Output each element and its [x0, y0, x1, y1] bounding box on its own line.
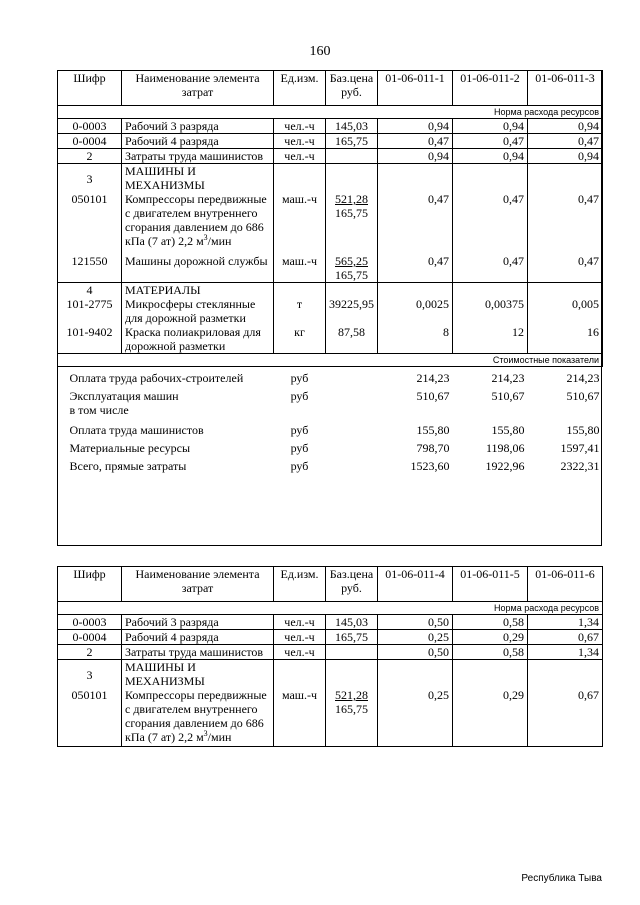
- cell-name: [122, 688, 274, 747]
- summary-value: 1922,96: [485, 459, 525, 473]
- cell-unit: маш.-ч: [274, 192, 326, 254]
- summary-label: в том числе: [69, 403, 129, 417]
- header-unit: Ед.изм.: [274, 71, 326, 106]
- summary-label: Материальные ресурсы: [69, 441, 191, 455]
- summary-row: [58, 385, 603, 403]
- cell-value: 16: [528, 325, 603, 354]
- group-row: [58, 164, 603, 193]
- cell-value: 0,25: [378, 630, 453, 645]
- name-text: /мин: [207, 730, 232, 744]
- cell-name: МАШИНЫ И МЕХАНИЗМЫ: [122, 164, 274, 193]
- cell-value: 0,58: [453, 645, 528, 660]
- cell-value: 0,47: [453, 254, 528, 283]
- table-row: [58, 688, 603, 747]
- cell-value: 1,34: [528, 615, 603, 630]
- cell-name: Рабочий 3 разряда: [122, 615, 274, 630]
- cell-value: 0,94: [453, 149, 528, 164]
- cell-unit: маш.-ч: [274, 688, 326, 747]
- page-number: 160: [309, 44, 331, 59]
- cell-price: 165,75: [326, 630, 378, 645]
- summary-value: 1523,60: [410, 459, 450, 473]
- summary-row: [58, 417, 603, 437]
- cell-price: [326, 192, 378, 254]
- name-sup: 3: [203, 729, 208, 738]
- summary-value: 155,80: [491, 423, 525, 437]
- cell-value: 1,34: [528, 645, 603, 660]
- price-top: 521,28: [335, 192, 368, 206]
- cell-code: 2: [58, 645, 122, 660]
- resource-table-1: [57, 70, 603, 473]
- name-sup: 3: [203, 233, 208, 242]
- cell-name: [122, 192, 274, 254]
- summary-value: 214,23: [566, 371, 600, 385]
- summary-label: Эксплуатация машин: [69, 389, 179, 403]
- summary-value: 798,70: [416, 441, 450, 455]
- cell-code: 3: [58, 660, 122, 689]
- cell-name: Затраты труда машинистов: [122, 645, 274, 660]
- header-price: Баз.цена руб.: [326, 71, 378, 106]
- cell-value: 0,29: [453, 630, 528, 645]
- cell-value: 0,47: [453, 134, 528, 149]
- cell-value: 0,25: [378, 688, 453, 747]
- summary-value: 214,23: [416, 371, 450, 385]
- cell-code: 0-0003: [58, 119, 122, 134]
- summary-row: [58, 403, 603, 417]
- header-code: Шифр: [58, 71, 122, 106]
- cell-name: Машины дорожной службы: [122, 254, 274, 283]
- table-row: [58, 192, 603, 254]
- header-name: Наименование элемента затрат: [122, 71, 274, 106]
- cell-price: 145,03: [326, 119, 378, 134]
- table-row: [58, 630, 603, 645]
- summary-value: 155,80: [416, 423, 450, 437]
- cell-value: 0,47: [528, 254, 603, 283]
- cell-value: 0,47: [378, 192, 453, 254]
- price-top: 565,25: [335, 254, 368, 268]
- cell-value: 0,50: [378, 615, 453, 630]
- cell-value: 0,67: [528, 630, 603, 645]
- cell-price: 145,03: [326, 615, 378, 630]
- summary-unit: руб: [290, 389, 309, 403]
- cell-price: 165,75: [326, 134, 378, 149]
- header-col: 01-06-011-2: [453, 71, 528, 106]
- header-price: Баз.цена руб.: [326, 567, 378, 602]
- cell-value: 0,94: [378, 149, 453, 164]
- cell-name: Краска полиакриловая для дорожной разметки: [122, 325, 274, 354]
- cell-code: 3: [58, 164, 122, 193]
- cell-name: Затраты труда машинистов: [122, 149, 274, 164]
- price-bottom: 165,75: [335, 268, 368, 282]
- cell-price: [326, 645, 378, 660]
- summary-label: Всего, прямые затраты: [69, 459, 187, 473]
- cell-value: 0,47: [453, 192, 528, 254]
- cell-value: 0,00375: [453, 297, 528, 325]
- cell-price: [326, 254, 378, 283]
- cell-name: МАШИНЫ И МЕХАНИЗМЫ: [122, 660, 274, 689]
- summary-value: 1597,41: [560, 441, 600, 455]
- cell-unit: маш.-ч: [274, 254, 326, 283]
- summary-unit: руб: [290, 423, 309, 437]
- cell-value: 8: [378, 325, 453, 354]
- summary-value: 2322,31: [560, 459, 600, 473]
- summary-value: 510,67: [491, 389, 525, 403]
- cell-value: 0,58: [453, 615, 528, 630]
- group-row: [58, 283, 603, 298]
- summary-value: 155,80: [566, 423, 600, 437]
- table-row: [58, 254, 603, 283]
- group-row: [58, 660, 603, 689]
- header-name: Наименование элемента затрат: [122, 567, 274, 602]
- cell-price: [326, 149, 378, 164]
- cell-value: 0,94: [528, 119, 603, 134]
- cell-code: 101-9402: [58, 325, 122, 354]
- cell-unit: чел.-ч: [274, 645, 326, 660]
- cell-code: 050101: [58, 688, 122, 747]
- cell-value: 0,47: [528, 134, 603, 149]
- norm-section-row: [58, 106, 603, 119]
- norm-section-row: [58, 602, 603, 615]
- cost-section-row: [58, 354, 603, 367]
- header-unit: Ед.изм.: [274, 567, 326, 602]
- cell-unit: чел.-ч: [274, 149, 326, 164]
- summary-unit: руб: [290, 441, 309, 455]
- table-row: [58, 615, 603, 630]
- cell-code: 121550: [58, 254, 122, 283]
- cell-value: 0,94: [528, 149, 603, 164]
- cell-name: Рабочий 4 разряда: [122, 630, 274, 645]
- summary-row: [58, 455, 603, 473]
- cell-value: 0,47: [378, 134, 453, 149]
- cell-unit: чел.-ч: [274, 630, 326, 645]
- header-col: 01-06-011-5: [453, 567, 528, 602]
- summary-unit: руб: [290, 371, 309, 385]
- cell-code: 101-2775: [58, 297, 122, 325]
- cell-value: 0,0025: [378, 297, 453, 325]
- cell-value: 0,94: [378, 119, 453, 134]
- cell-price: 87,58: [326, 325, 378, 354]
- cell-value: 0,47: [378, 254, 453, 283]
- header-row: [58, 71, 603, 106]
- name-text: /мин: [207, 234, 232, 248]
- header-col: 01-06-011-3: [528, 71, 603, 106]
- cell-name: Рабочий 4 разряда: [122, 134, 274, 149]
- table-row: [58, 325, 603, 354]
- table-row: [58, 134, 603, 149]
- price-top: 521,28: [335, 688, 368, 702]
- cell-code: 0-0003: [58, 615, 122, 630]
- cell-code: 4: [58, 283, 122, 298]
- cell-value: 0,47: [528, 192, 603, 254]
- cell-price: 39225,95: [326, 297, 378, 325]
- cell-value: 0,005: [528, 297, 603, 325]
- cell-unit: чел.-ч: [274, 615, 326, 630]
- cell-value: 0,94: [453, 119, 528, 134]
- header-code: Шифр: [58, 567, 122, 602]
- summary-value: 214,23: [491, 371, 525, 385]
- cell-unit: т: [274, 297, 326, 325]
- table-row: [58, 645, 603, 660]
- summary-label: Оплата труда рабочих-строителей: [69, 371, 244, 385]
- footer-region: Республика Тыва: [521, 873, 602, 884]
- header-row: [58, 567, 603, 602]
- cell-name: Микросферы стеклянные для дорожной разметки: [122, 297, 274, 325]
- cell-unit: чел.-ч: [274, 119, 326, 134]
- price-bottom: 165,75: [335, 206, 368, 220]
- summary-unit: руб: [290, 459, 309, 473]
- cell-value: 0,67: [528, 688, 603, 747]
- norm-section-label: Норма расхода ресурсов: [58, 106, 603, 119]
- cell-value: 0,50: [378, 645, 453, 660]
- summary-row: [58, 367, 603, 386]
- header-col: 01-06-011-4: [378, 567, 453, 602]
- name-text: Компрессоры передвижные с двигателем внутреннего сгорания давлением до 686 кПа (7 ат) 2,2 м: [125, 192, 267, 248]
- cell-value: 12: [453, 325, 528, 354]
- header-col: 01-06-011-6: [528, 567, 603, 602]
- cell-code: 0-0004: [58, 134, 122, 149]
- cell-unit: чел.-ч: [274, 134, 326, 149]
- summary-label: Оплата труда машинистов: [69, 423, 204, 437]
- resource-table-2: [57, 566, 603, 747]
- name-text: Компрессоры передвижные с двигателем внутреннего сгорания давлением до 686 кПа (7 ат) 2,2 м: [125, 688, 267, 744]
- cost-section-label: Стоимостные показатели: [58, 354, 603, 367]
- table-row: [58, 119, 603, 134]
- norm-section-label: Норма расхода ресурсов: [58, 602, 603, 615]
- summary-row: [58, 437, 603, 455]
- cell-unit: кг: [274, 325, 326, 354]
- cell-code: 2: [58, 149, 122, 164]
- summary-value: 510,67: [416, 389, 450, 403]
- cell-name: МАТЕРИАЛЫ: [122, 283, 274, 298]
- price-bottom: 165,75: [335, 702, 368, 716]
- cell-code: 0-0004: [58, 630, 122, 645]
- cell-price: [326, 688, 378, 747]
- cell-code: 050101: [58, 192, 122, 254]
- cell-name: Рабочий 3 разряда: [122, 119, 274, 134]
- cell-value: 0,29: [453, 688, 528, 747]
- summary-value: 510,67: [566, 389, 600, 403]
- table-row: [58, 297, 603, 325]
- summary-value: 1198,06: [485, 441, 525, 455]
- header-col: 01-06-011-1: [378, 71, 453, 106]
- table-row: [58, 149, 603, 164]
